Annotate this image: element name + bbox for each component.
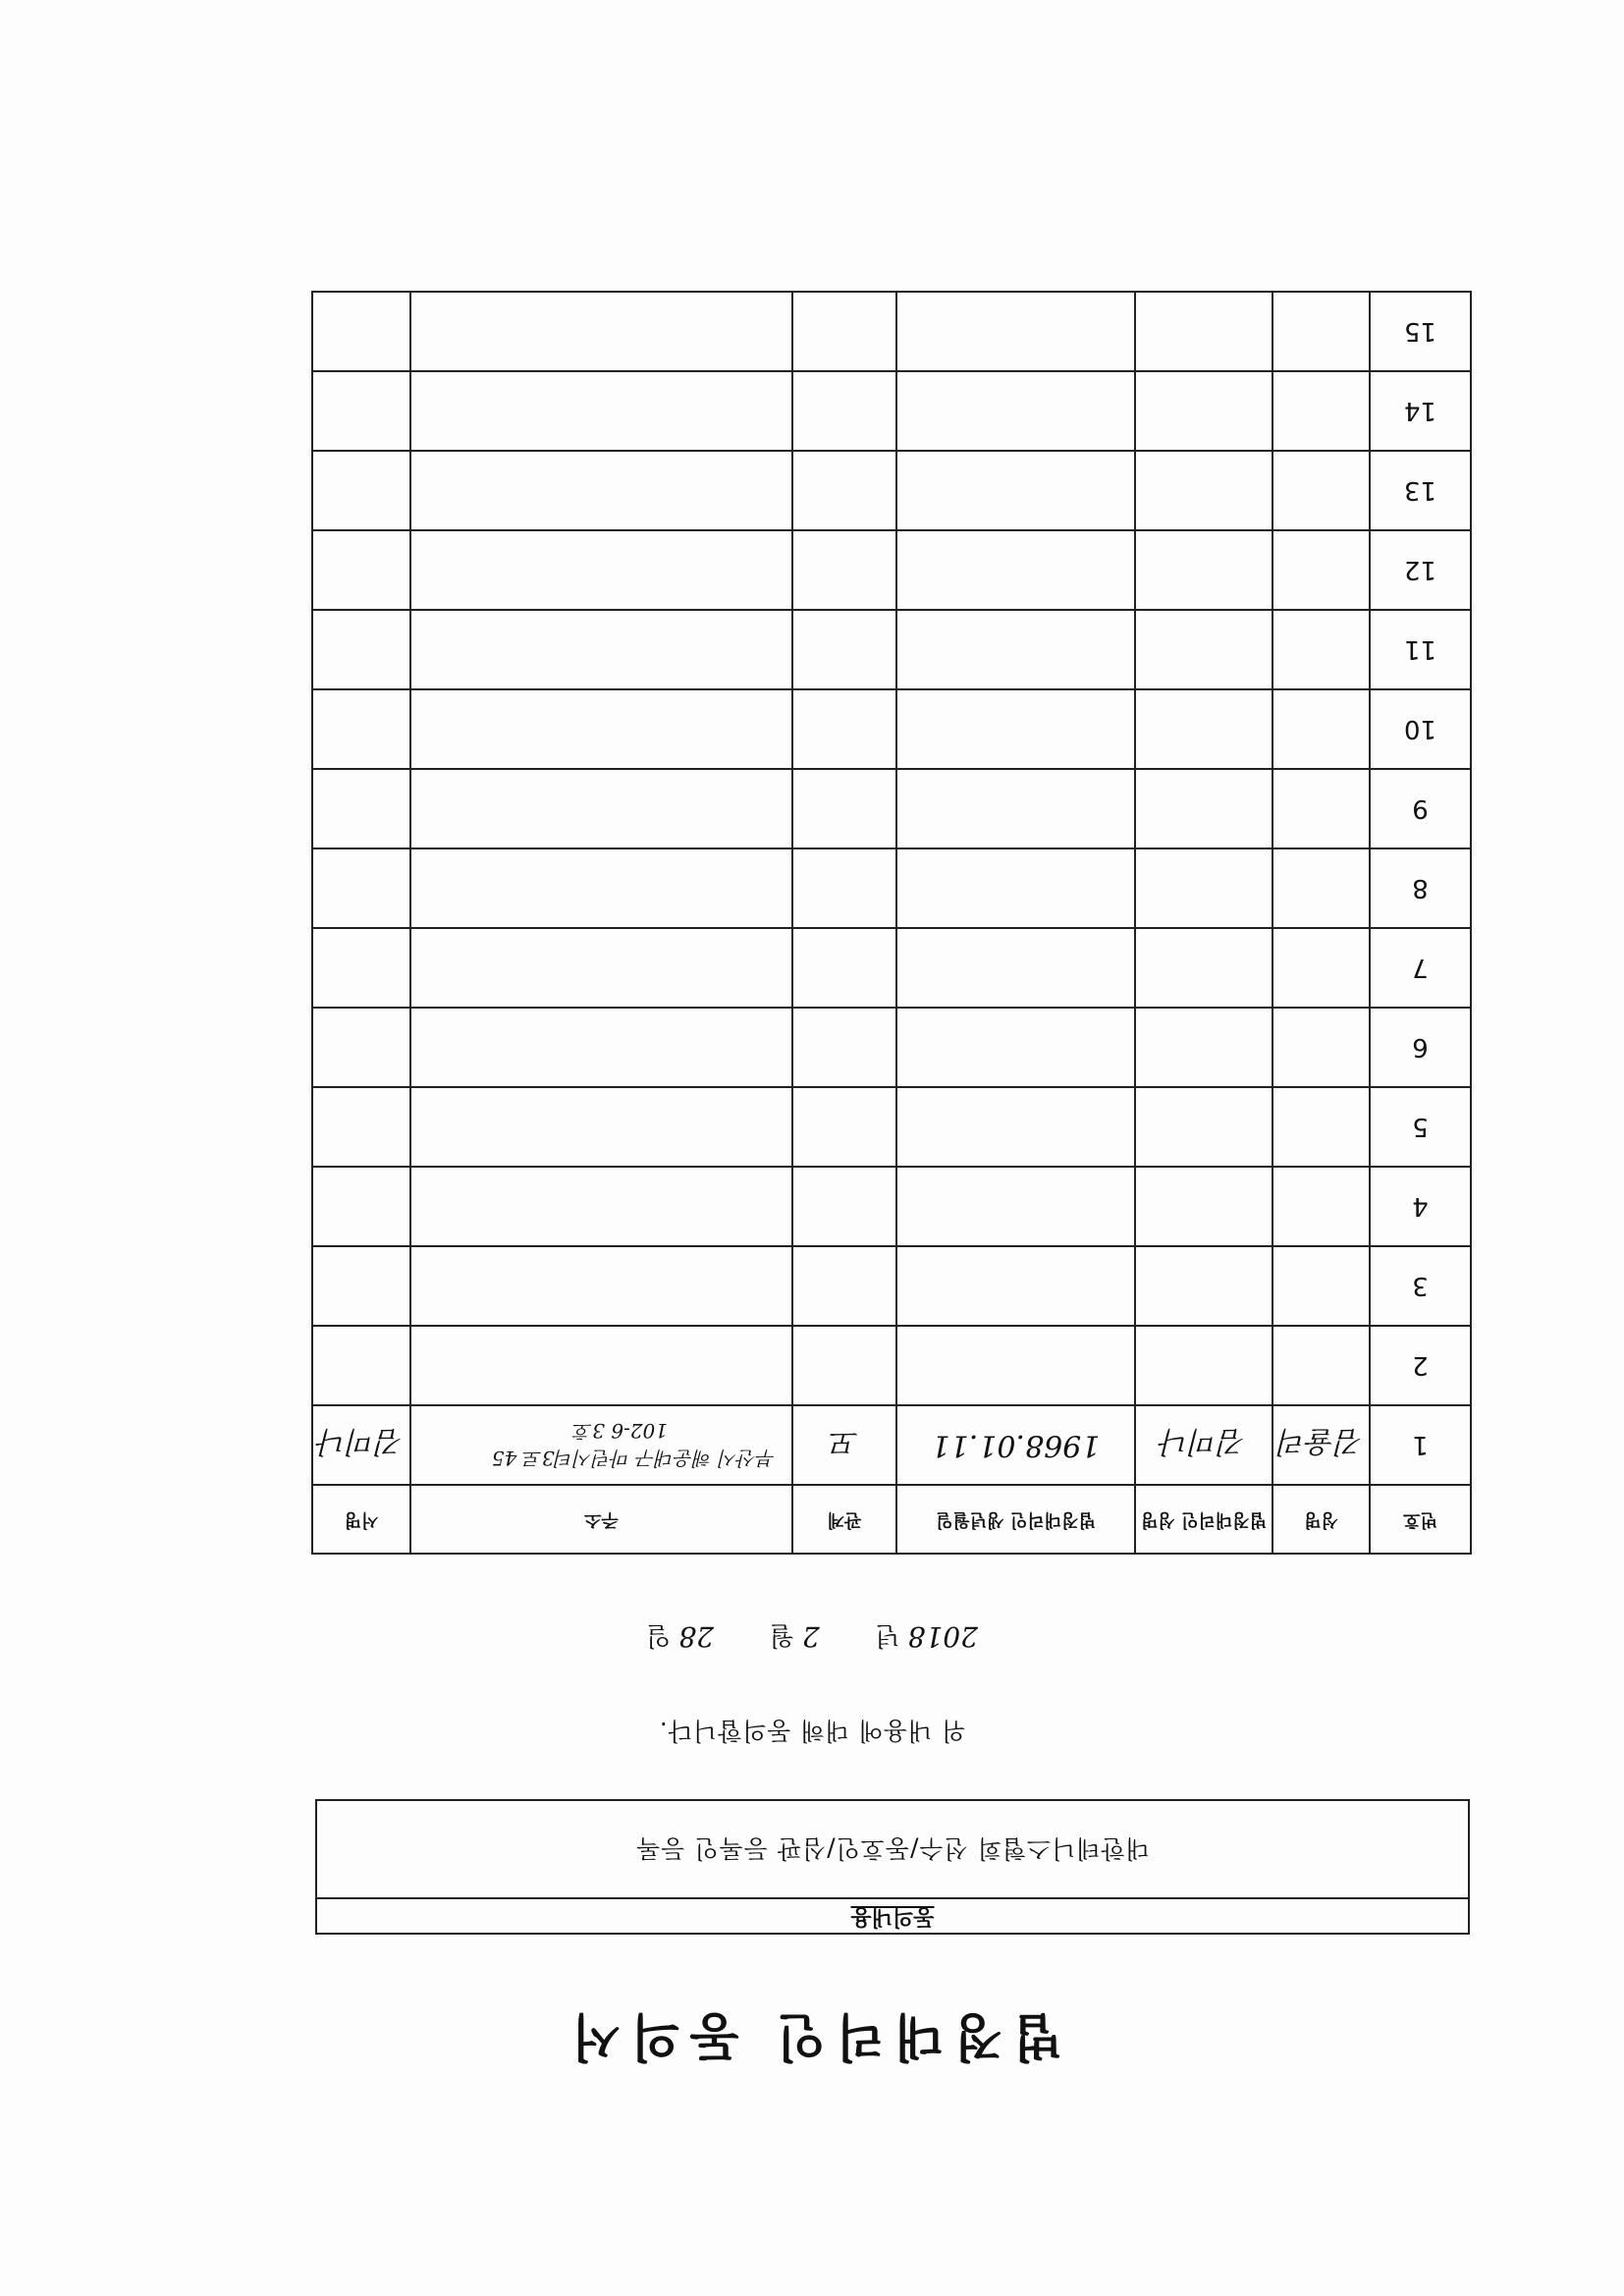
- cell-relation: 모: [792, 1405, 896, 1485]
- cell-relation: [792, 1167, 896, 1246]
- header-address: 주소: [410, 1485, 792, 1554]
- cell-relation: [792, 451, 896, 530]
- cell-name: [1272, 610, 1370, 689]
- cell-address: [410, 371, 792, 451]
- cell-signature: [312, 1246, 410, 1326]
- cell-no: 1: [1370, 1405, 1471, 1485]
- cell-relation: [792, 1246, 896, 1326]
- cell-guardian-birth: [896, 928, 1135, 1008]
- cell-no: 14: [1370, 371, 1471, 451]
- cell-name: [1272, 1326, 1370, 1405]
- table-row: [312, 451, 1471, 530]
- cell-signature: 김미나: [312, 1405, 410, 1485]
- header-no: 번호: [1370, 1485, 1471, 1554]
- cell-signature: [312, 1326, 410, 1405]
- cell-relation: [792, 769, 896, 848]
- cell-guardian-name: [1135, 1008, 1272, 1087]
- table-row: [312, 1008, 1471, 1087]
- cell-signature: [312, 530, 410, 610]
- cell-signature: [312, 769, 410, 848]
- date-year-unit: 년: [875, 1620, 900, 1650]
- cell-signature: [312, 451, 410, 530]
- cell-no: 11: [1370, 610, 1471, 689]
- agreement-statement: 위 내용에 대해 동의합니다.: [658, 1717, 966, 1745]
- table-row: [312, 1087, 1471, 1167]
- header-guardian-birth: 법정대리인 생년월일: [896, 1485, 1135, 1554]
- cell-signature: [312, 1167, 410, 1246]
- document-title: 법정대리인 동의서: [562, 2006, 1062, 2065]
- cell-address: [410, 530, 792, 610]
- cell-guardian-name: [1135, 848, 1272, 928]
- cell-guardian-name: [1135, 1246, 1272, 1326]
- cell-signature: [312, 848, 410, 928]
- table-body: [312, 292, 1471, 1485]
- cell-guardian-birth: [896, 1246, 1135, 1326]
- cell-address: [410, 848, 792, 928]
- consent-box: [315, 1799, 1470, 1935]
- cell-relation: [792, 928, 896, 1008]
- cell-address: [410, 1167, 792, 1246]
- cell-guardian-name: [1135, 610, 1272, 689]
- header-name: 성명: [1272, 1485, 1370, 1554]
- table-row: [312, 1326, 1471, 1405]
- cell-name: [1272, 530, 1370, 610]
- cell-address: [410, 1087, 792, 1167]
- cell-name: [1272, 689, 1370, 769]
- address-line-1: 부산시 해운대구 마린시티3로 45: [491, 1447, 776, 1471]
- cell-relation: [792, 610, 896, 689]
- cell-guardian-birth: [896, 1326, 1135, 1405]
- cell-address: [410, 451, 792, 530]
- cell-relation: [792, 848, 896, 928]
- cell-name: [1272, 1008, 1370, 1087]
- cell-guardian-birth: [896, 530, 1135, 610]
- consent-header: [317, 1897, 1468, 1933]
- cell-guardian-name: [1135, 1087, 1272, 1167]
- table-row: [312, 1167, 1471, 1246]
- cell-name: [1272, 451, 1370, 530]
- cell-signature: [312, 1008, 410, 1087]
- cell-no: 9: [1370, 769, 1471, 848]
- cell-address: [410, 1246, 792, 1326]
- cell-guardian-name: [1135, 371, 1272, 451]
- cell-address: [410, 1326, 792, 1405]
- cell-name: [1272, 1246, 1370, 1326]
- cell-guardian-birth: [896, 1008, 1135, 1087]
- cell-address: [410, 1008, 792, 1087]
- cell-address: [410, 928, 792, 1008]
- cell-signature: [312, 928, 410, 1008]
- cell-signature: [312, 689, 410, 769]
- cell-guardian-birth: [896, 769, 1135, 848]
- cell-guardian-name: [1135, 769, 1272, 848]
- date-line: [0, 1619, 1624, 1656]
- cell-guardian-name: [1135, 451, 1272, 530]
- cell-name: [1272, 1167, 1370, 1246]
- cell-relation: [792, 1326, 896, 1405]
- table-row: [312, 689, 1471, 769]
- cell-signature: [312, 1087, 410, 1167]
- cell-no: 5: [1370, 1087, 1471, 1167]
- cell-no: 7: [1370, 928, 1471, 1008]
- table-row: [312, 928, 1471, 1008]
- header-signature: 서명: [312, 1485, 410, 1554]
- cell-guardian-name: [1135, 292, 1272, 371]
- date-month-unit: 월: [769, 1620, 794, 1650]
- cell-relation: [792, 1008, 896, 1087]
- table-row: [312, 530, 1471, 610]
- cell-no: 3: [1370, 1246, 1471, 1326]
- date-day: 28: [678, 1620, 715, 1653]
- cell-guardian-birth: [896, 610, 1135, 689]
- consent-header-label: 동의내용: [850, 1904, 935, 1929]
- cell-no: 4: [1370, 1167, 1471, 1246]
- header-relation: 관계: [792, 1485, 896, 1554]
- cell-guardian-name: [1135, 1167, 1272, 1246]
- table-row: [312, 1405, 1471, 1485]
- cell-name: [1272, 1087, 1370, 1167]
- cell-guardian-birth: [896, 1167, 1135, 1246]
- cell-name: [1272, 292, 1370, 371]
- cell-guardian-birth: [896, 1087, 1135, 1167]
- cell-name: 김율리: [1272, 1405, 1370, 1485]
- cell-guardian-birth: [896, 292, 1135, 371]
- table-header-row: [312, 1485, 1471, 1554]
- cell-name: [1272, 928, 1370, 1008]
- table-row: [312, 371, 1471, 451]
- cell-address: [410, 1405, 792, 1485]
- date-year: 2018: [907, 1620, 978, 1653]
- table-row: [312, 769, 1471, 848]
- cell-guardian-birth: [896, 689, 1135, 769]
- date-month: 2: [801, 1620, 820, 1653]
- cell-relation: [792, 371, 896, 451]
- address-line-2: 102-6 3호: [572, 1419, 668, 1444]
- header-guardian-name: 법정대리인 성명: [1135, 1485, 1272, 1554]
- cell-no: 2: [1370, 1326, 1471, 1405]
- cell-relation: [792, 689, 896, 769]
- cell-no: 10: [1370, 689, 1471, 769]
- cell-guardian-birth: 1968.01.11: [896, 1405, 1135, 1485]
- cell-guardian-birth: [896, 451, 1135, 530]
- cell-no: 8: [1370, 848, 1471, 928]
- cell-address: [410, 292, 792, 371]
- cell-guardian-name: [1135, 530, 1272, 610]
- cell-no: 12: [1370, 530, 1471, 610]
- cell-guardian-name: [1135, 928, 1272, 1008]
- table-row: [312, 610, 1471, 689]
- guardian-table: [311, 291, 1472, 1555]
- table-row: [312, 292, 1471, 371]
- cell-address: [410, 689, 792, 769]
- cell-no: 13: [1370, 451, 1471, 530]
- cell-guardian-name: [1135, 689, 1272, 769]
- cell-guardian-name: [1135, 1326, 1272, 1405]
- cell-no: 6: [1370, 1008, 1471, 1087]
- date-day-unit: 일: [646, 1620, 672, 1650]
- cell-signature: [312, 610, 410, 689]
- cell-name: [1272, 371, 1370, 451]
- table-row: [312, 1246, 1471, 1326]
- cell-relation: [792, 292, 896, 371]
- cell-guardian-name: 김미나: [1135, 1405, 1272, 1485]
- cell-address: [410, 769, 792, 848]
- cell-guardian-birth: [896, 371, 1135, 451]
- cell-signature: [312, 371, 410, 451]
- cell-relation: [792, 530, 896, 610]
- cell-guardian-birth: [896, 848, 1135, 928]
- cell-name: [1272, 769, 1370, 848]
- cell-no: 15: [1370, 292, 1471, 371]
- cell-signature: [312, 292, 410, 371]
- consent-text: 대한테니스협회 선수/동호인/심판 등록인 등록: [635, 1834, 1150, 1863]
- cell-name: [1272, 848, 1370, 928]
- cell-address: [410, 610, 792, 689]
- cell-relation: [792, 1087, 896, 1167]
- table-row: [312, 848, 1471, 928]
